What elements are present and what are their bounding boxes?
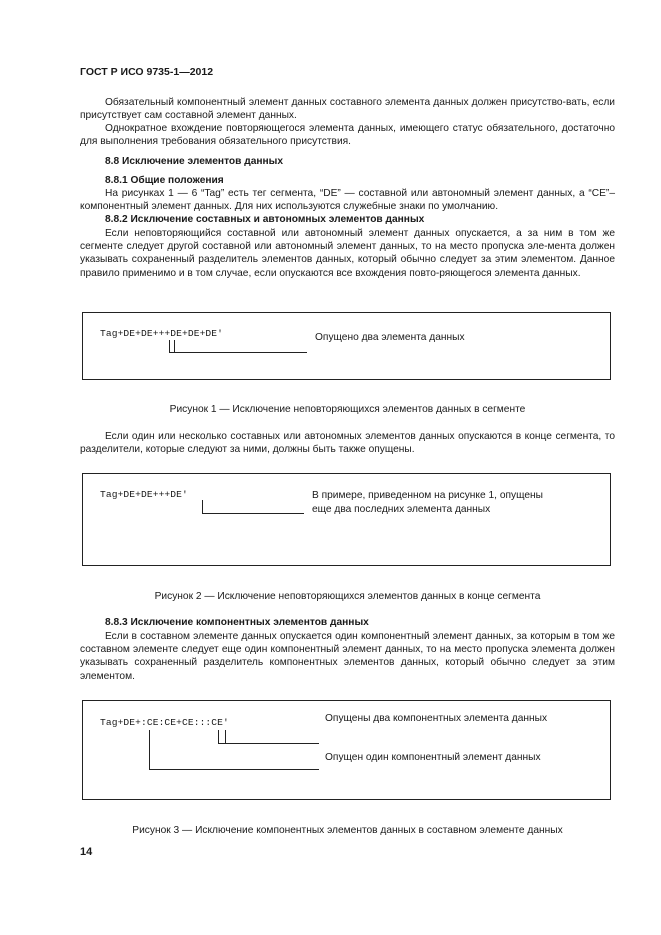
figure-1-code: Tag+DE+DE+++DE+DE+DE' bbox=[100, 328, 224, 339]
figure-2-leader-line bbox=[202, 513, 304, 514]
figure-2-box bbox=[82, 473, 611, 566]
figure-1-leader-line bbox=[169, 352, 307, 353]
figure-3-box bbox=[82, 700, 611, 800]
figure-3-leader-line-bottom bbox=[149, 769, 319, 770]
figure-2-marker bbox=[202, 500, 203, 514]
figure-3-code: Tag+DE+:CE:CE+CE:::CE' bbox=[100, 717, 229, 728]
figure-2-note-line-1: В примере, приведенном на рисунке 1, опущены bbox=[312, 490, 543, 501]
figure-2-caption: Рисунок 2 — Исключение неповторяющихся элементов данных в конце сегмента bbox=[154, 591, 541, 602]
paragraph-component-omission: Если в составном элементе данных опускается один компонентный элемент данных, за которым в том же составном элементе следует еще один компонентный элемент данных, то на место пропуска элемента должен указывать сохраненный разделитель компонентных элементов данных, который обычно следует за этим элементом. bbox=[80, 631, 615, 682]
figure-3-leader-line-top bbox=[218, 743, 319, 744]
figure-3-marker bbox=[218, 730, 219, 744]
paragraph-mandatory-component: Обязательный компонентный элемент данных составного элемента данных должен присутство-вать, если присутствует сам составной элемент данных. bbox=[80, 97, 615, 122]
paragraph-general: На рисунках 1 — 6 “Tag” есть тег сегмента, “DE” — составной или автономный элемент данных, а “CE”– компонентный элемент данных. Для них используются служебные знаки по умолчанию. bbox=[80, 188, 615, 213]
figure-2-code: Tag+DE+DE+++DE' bbox=[100, 489, 188, 500]
paragraph-end-of-segment: Если один или несколько составных или автономных элементов данных опускаются в конце сегмента, то разделители, которые следуют за ними, должны быть также опущены. bbox=[80, 431, 615, 456]
figure-1-caption: Рисунок 1 — Исключение неповторяющихся элементов данных в сегменте bbox=[169, 404, 526, 415]
paragraph-single-occurrence: Однократное вхождение повторяющегося элемента данных, имеющего статус обязательного, достаточно для выполнения требования обязательного присутствия. bbox=[80, 123, 615, 148]
section-heading-8-8: 8.8 Исключение элементов данных bbox=[105, 156, 284, 167]
figure-1-note: Опущено два элемента данных bbox=[315, 332, 465, 343]
section-heading-8-8-1: 8.8.1 Общие положения bbox=[105, 175, 224, 186]
section-heading-8-8-3: 8.8.3 Исключение компонентных элементов данных bbox=[105, 617, 369, 628]
figure-3-note-2: Опущен один компонентный элемент данных bbox=[325, 752, 541, 763]
page-number: 14 bbox=[80, 846, 93, 858]
figure-1-box bbox=[82, 312, 611, 380]
figure-2-note-line-2: еще два последних элемента данных bbox=[312, 504, 491, 515]
document-id: ГОСТ Р ИСО 9735-1—2012 bbox=[80, 66, 214, 78]
figure-3-marker bbox=[149, 730, 150, 770]
section-heading-8-8-2: 8.8.2 Исключение составных и автономных элементов данных bbox=[105, 214, 425, 225]
figure-3-caption: Рисунок 3 — Исключение компонентных элементов данных в составном элементе данных bbox=[132, 825, 563, 836]
figure-3-marker bbox=[225, 730, 226, 744]
figure-3-note-1: Опущены два компонентных элемента данных bbox=[325, 713, 548, 724]
paragraph-omission-rule: Если неповторяющийся составной или автономный элемент данных опускается, а за ним в том же сегменте следует другой составной или автономный элемент данных, то на место пропуска эле-мента должен указывать сохраненный разделитель элементов данных, который обычно следует за этим элементом. Данное правило применимо и в том случае, если опускаются все вхождения повто-ряющегося элемента данных. bbox=[80, 228, 615, 279]
